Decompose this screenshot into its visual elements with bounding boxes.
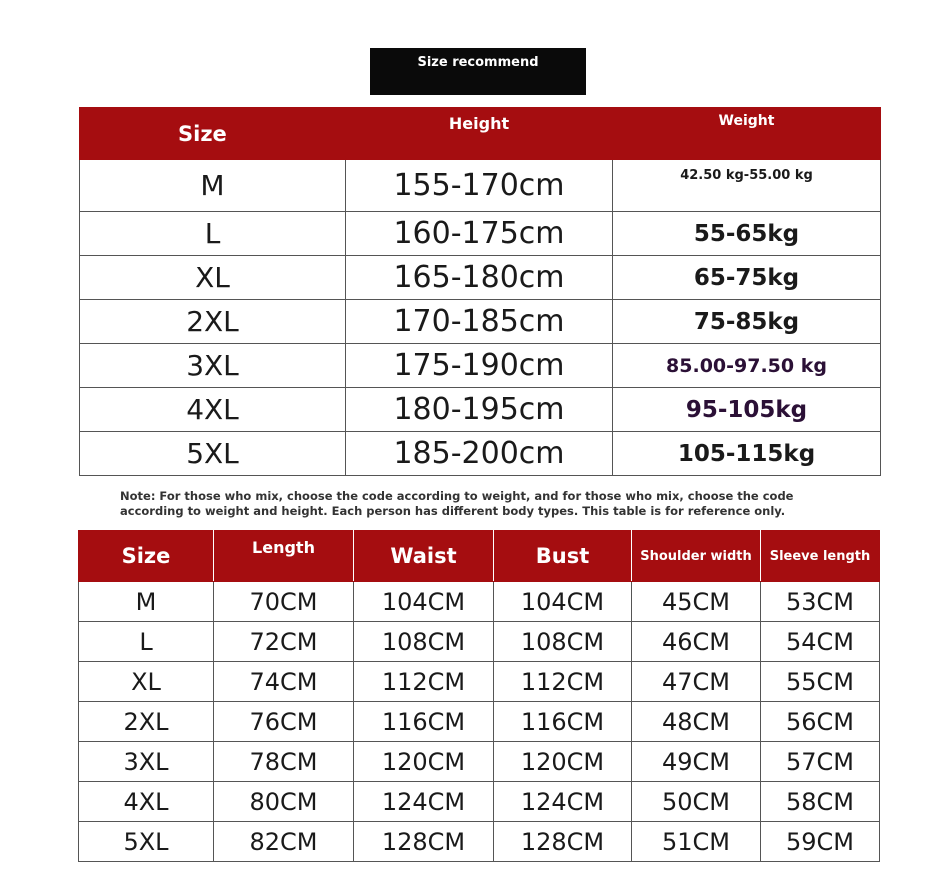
table-header-row [80,108,881,160]
sleeve-cell: 59CM [761,822,880,862]
size-cell: 5XL [79,822,214,862]
waist-cell: 124CM [354,782,494,822]
length-cell: 82CM [214,822,354,862]
height-cell: 165-180cm [346,256,613,300]
table-row [79,662,880,702]
height-cell: 180-195cm [346,388,613,432]
table-row [80,344,881,388]
shoulder-cell: 47CM [632,662,761,702]
height-cell: 170-185cm [346,300,613,344]
weight-cell: 85.00-97.50 kg [613,344,881,388]
header-waist: Waist [354,531,494,582]
size-cell: M [79,582,214,622]
bust-cell: 124CM [494,782,632,822]
sleeve-cell: 55CM [761,662,880,702]
size-cell: 3XL [79,742,214,782]
weight-cell: 75-85kg [613,300,881,344]
size-cell: L [79,622,214,662]
weight-cell: 95-105kg [613,388,881,432]
table-header-row [79,531,880,582]
bust-cell: 112CM [494,662,632,702]
size-cell: XL [79,662,214,702]
length-cell: 78CM [214,742,354,782]
height-cell: 185-200cm [346,432,613,476]
sleeve-cell: 54CM [761,622,880,662]
bust-cell: 120CM [494,742,632,782]
size-cell: 3XL [80,344,346,388]
table-row [79,582,880,622]
length-cell: 72CM [214,622,354,662]
sleeve-cell: 57CM [761,742,880,782]
waist-cell: 108CM [354,622,494,662]
sleeve-cell: 56CM [761,702,880,742]
length-cell: 76CM [214,702,354,742]
size-cell: 2XL [80,300,346,344]
length-cell: 80CM [214,782,354,822]
length-cell: 70CM [214,582,354,622]
weight-cell: 42.50 kg-55.00 kg [613,160,881,212]
size-cell: M [80,160,346,212]
header-size: Size [80,108,346,160]
bust-cell: 108CM [494,622,632,662]
table-row [80,256,881,300]
table-row [79,742,880,782]
shoulder-cell: 46CM [632,622,761,662]
header-sleeve-length: Sleeve length [761,531,880,582]
table-row [80,300,881,344]
waist-cell: 128CM [354,822,494,862]
weight-cell: 65-75kg [613,256,881,300]
size-cell: 4XL [79,782,214,822]
height-cell: 175-190cm [346,344,613,388]
table-row [80,432,881,476]
height-cell: 155-170cm [346,160,613,212]
table-row [80,388,881,432]
size-cell: XL [80,256,346,300]
weight-cell: 105-115kg [613,432,881,476]
table-row [79,822,880,862]
header-weight: Weight [613,108,881,160]
table-row [79,622,880,662]
size-cell: 4XL [80,388,346,432]
bust-cell: 128CM [494,822,632,862]
table-row [80,212,881,256]
length-cell: 74CM [214,662,354,702]
shoulder-cell: 48CM [632,702,761,742]
weight-cell: 55-65kg [613,212,881,256]
header-length: Length [214,531,354,582]
size-cell: 5XL [80,432,346,476]
header-size: Size [79,531,214,582]
bust-cell: 104CM [494,582,632,622]
shoulder-cell: 45CM [632,582,761,622]
shoulder-cell: 51CM [632,822,761,862]
header-shoulder-width: Shoulder width [632,531,761,582]
size-recommend-badge: Size recommend [370,48,586,95]
table-row [80,160,881,212]
shoulder-cell: 49CM [632,742,761,782]
garment-measurements-table [78,530,880,862]
header-bust: Bust [494,531,632,582]
size-cell: L [80,212,346,256]
height-weight-size-table [79,107,881,476]
shoulder-cell: 50CM [632,782,761,822]
table-row [79,782,880,822]
header-height: Height [346,108,613,160]
height-cell: 160-175cm [346,212,613,256]
waist-cell: 120CM [354,742,494,782]
waist-cell: 104CM [354,582,494,622]
sleeve-cell: 58CM [761,782,880,822]
table-row [79,702,880,742]
bust-cell: 116CM [494,702,632,742]
reference-note: Note: For those who mix, choose the code according to weight, and for those who mix, choose the code according to weight and height. Each person has different body types. This table is for reference only. [120,489,794,518]
size-cell: 2XL [79,702,214,742]
sleeve-cell: 53CM [761,582,880,622]
waist-cell: 116CM [354,702,494,742]
waist-cell: 112CM [354,662,494,702]
